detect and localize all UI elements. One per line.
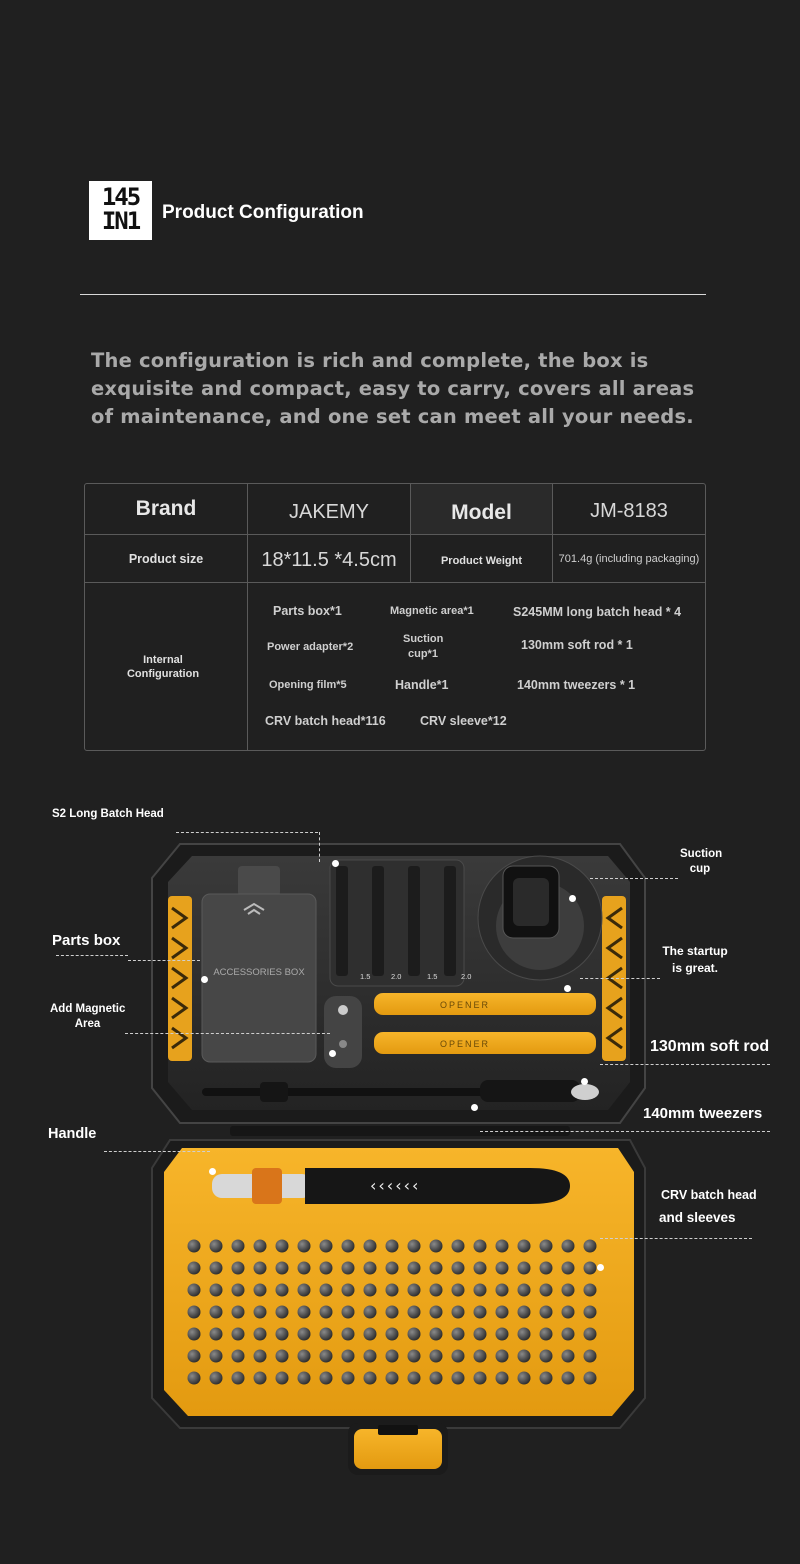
callout-handle: Handle (48, 1126, 97, 1142)
intro-text: The configuration is rich and complete, the box is exquisite and compact, easy to carry, covers all areas of maintenance, and one set can meet all your needs. (91, 349, 695, 428)
internal-config-label-line2: Configuration (126, 668, 200, 680)
bit-slot (386, 1240, 399, 1253)
weight-value: 701.4g (including packaging) (558, 552, 700, 565)
config-item: Parts box*1 (273, 604, 342, 618)
bit-slot (584, 1328, 597, 1341)
bit-slot (474, 1350, 487, 1363)
bit-slot (584, 1240, 597, 1253)
toolkit-illustration (140, 838, 660, 1478)
config-item: CRV sleeve*12 (420, 714, 507, 728)
callout-dot (201, 976, 208, 983)
bit-slot (320, 1372, 333, 1385)
bit-slot (474, 1240, 487, 1253)
callout-line (319, 832, 320, 862)
opener-text: OPENER (440, 1000, 491, 1010)
bit-slot (430, 1240, 443, 1253)
callout-dot (581, 1078, 588, 1085)
callout-suction-cup-line1: Suction (680, 848, 723, 860)
bit-slot (562, 1328, 575, 1341)
bit-slot (474, 1262, 487, 1275)
bit-slot (430, 1372, 443, 1385)
size-value: 18*11.5 *4.5cm (261, 549, 397, 571)
callout-crv-line2: and sleeves (659, 1210, 736, 1225)
bit-slot (364, 1240, 377, 1253)
bit-slot (386, 1306, 399, 1319)
bit-slot (232, 1350, 245, 1363)
bit-slot (298, 1240, 311, 1253)
bit-slot (342, 1240, 355, 1253)
bit-slot (188, 1372, 201, 1385)
bit-slot (540, 1306, 553, 1319)
callout-line (600, 1238, 752, 1239)
bit-slot (496, 1306, 509, 1319)
callout-dot (569, 895, 576, 902)
bit-slot (562, 1350, 575, 1363)
bit-slot (408, 1328, 421, 1341)
bit-slot (540, 1284, 553, 1297)
callout-dot (332, 860, 339, 867)
bit-slot (210, 1284, 223, 1297)
callout-line (480, 1131, 770, 1132)
bit-slot (320, 1306, 333, 1319)
bit-slot (298, 1262, 311, 1275)
bit-slot (408, 1240, 421, 1253)
bit-slot (518, 1306, 531, 1319)
bit-slot (408, 1372, 421, 1385)
callout-startup-line2: is great. (671, 961, 719, 975)
bit-slot (562, 1372, 575, 1385)
bit-slot (364, 1262, 377, 1275)
callout-line (56, 955, 128, 956)
bit-slot (188, 1306, 201, 1319)
bit-slot (342, 1328, 355, 1341)
bit-slot (342, 1350, 355, 1363)
parts-box-label: ACCESSORIES BOX (213, 967, 305, 978)
bit-slot (320, 1284, 333, 1297)
bit-slot (188, 1350, 201, 1363)
bit-slot (210, 1240, 223, 1253)
bit-slot (430, 1262, 443, 1275)
bit-slot (584, 1372, 597, 1385)
bit-slot (342, 1306, 355, 1319)
bit-slot (364, 1350, 377, 1363)
bit-slot (518, 1372, 531, 1385)
bit-slot (210, 1262, 223, 1275)
bit-slot (254, 1284, 267, 1297)
bit-slot (496, 1262, 509, 1275)
bit-slot (562, 1262, 575, 1275)
callout-dot (209, 1168, 216, 1175)
model-value: JM-8183 (590, 499, 668, 522)
bit-slot (496, 1328, 509, 1341)
bit-slot (518, 1350, 531, 1363)
callout-line (580, 978, 660, 979)
bit-slot (584, 1262, 597, 1275)
logo-line-2: IN1 (101, 207, 140, 235)
bit-slot (298, 1284, 311, 1297)
bit-slot (386, 1328, 399, 1341)
bit-slot (298, 1350, 311, 1363)
bit-size-label: 2.0 (461, 972, 472, 981)
bit-slot (210, 1350, 223, 1363)
bit-slot (342, 1262, 355, 1275)
bit-slot (232, 1240, 245, 1253)
bit-slot (518, 1240, 531, 1253)
bit-slot (562, 1240, 575, 1253)
bit-slot (408, 1284, 421, 1297)
bit-slot (584, 1306, 597, 1319)
callout-crv-line1: CRV batch head (661, 1188, 757, 1202)
long-bit-bay (330, 860, 464, 986)
bit-slot (364, 1372, 377, 1385)
bit-slot (254, 1306, 267, 1319)
suction-cup (478, 856, 602, 980)
bit-slot (540, 1262, 553, 1275)
bit-slot (430, 1284, 443, 1297)
bit-slot (496, 1284, 509, 1297)
callout-suction-cup (680, 848, 723, 875)
opener-text: OPENER (440, 1039, 491, 1049)
bit-slot (188, 1262, 201, 1275)
bit-slot (386, 1350, 399, 1363)
screwdriver-handle (212, 1168, 570, 1204)
bit-slot (276, 1306, 289, 1319)
bit-slot (320, 1328, 333, 1341)
bit-slot (540, 1328, 553, 1341)
bit-slot (452, 1372, 465, 1385)
bit-slot (254, 1350, 267, 1363)
model-label: Model (451, 501, 512, 524)
bit-slot (342, 1372, 355, 1385)
bit-slot (320, 1262, 333, 1275)
config-item: Opening film*5 (269, 679, 347, 691)
brand-logo (89, 181, 152, 240)
magnetic-area (324, 996, 362, 1068)
section-title: Product Configuration (162, 202, 364, 223)
brand-label: Brand (135, 497, 197, 520)
callout-startup (660, 944, 730, 975)
bit-slot (298, 1306, 311, 1319)
bit-size-label: 1.5 (427, 972, 438, 981)
bit-slot (276, 1350, 289, 1363)
logo-line-1: 145 (101, 183, 140, 211)
callout-dot (564, 985, 571, 992)
callout-magnetic-line1: Add Magnetic (50, 1003, 126, 1015)
bit-slot (232, 1328, 245, 1341)
callout-line (176, 832, 318, 833)
bit-slot (320, 1240, 333, 1253)
bit-slot (496, 1350, 509, 1363)
bit-slot (430, 1328, 443, 1341)
callout-startup-line1: The startup (662, 944, 728, 958)
bit-slot (452, 1350, 465, 1363)
callout-s2-long-batch-head: S2 Long Batch Head (52, 808, 164, 820)
callout-line (104, 1151, 210, 1152)
internal-config-label (85, 583, 241, 751)
bit-slot (254, 1372, 267, 1385)
bit-size-label: 1.5 (360, 972, 371, 981)
bit-slot (518, 1328, 531, 1341)
callout-dot (471, 1104, 478, 1111)
bit-slot (474, 1306, 487, 1319)
callout-suction-cup-line2: cup (689, 863, 711, 875)
bit-slot (518, 1284, 531, 1297)
config-item: Handle*1 (395, 678, 449, 692)
bit-slot (276, 1328, 289, 1341)
bit-slot (452, 1284, 465, 1297)
config-item: CRV batch head*116 (265, 714, 386, 728)
bit-slot (298, 1328, 311, 1341)
bit-slot (452, 1262, 465, 1275)
bit-slot (562, 1284, 575, 1297)
bit-slot (210, 1372, 223, 1385)
case-latch (348, 1423, 448, 1475)
bit-slot (276, 1284, 289, 1297)
bit-slot (540, 1240, 553, 1253)
config-item: Magnetic area*1 (390, 605, 474, 617)
bit-slot (364, 1328, 377, 1341)
bit-slot (276, 1372, 289, 1385)
internal-config-label-line1: Internal (143, 654, 183, 666)
divider (80, 294, 706, 295)
bit-slot (452, 1306, 465, 1319)
callout-magnetic-area (50, 1003, 125, 1030)
bit-slot (320, 1350, 333, 1363)
bit-slot (584, 1350, 597, 1363)
bit-slot (496, 1372, 509, 1385)
size-label: Product size (128, 551, 204, 566)
bit-slot (210, 1306, 223, 1319)
callout-dot (597, 1264, 604, 1271)
bit-slot (584, 1284, 597, 1297)
callout-line (590, 878, 678, 879)
spec-table (84, 483, 706, 751)
config-item: 130mm soft rod * 1 (521, 638, 633, 652)
bit-slot (474, 1372, 487, 1385)
weight-label: Product Weight (440, 554, 523, 567)
brand-value: JAKEMY (288, 500, 370, 523)
bit-slot (452, 1328, 465, 1341)
bit-slot (232, 1306, 245, 1319)
bit-slot (364, 1284, 377, 1297)
callout-soft-rod: 130mm soft rod (650, 1038, 770, 1055)
callout-dot (329, 1050, 336, 1057)
callout-parts-box: Parts box (52, 932, 121, 949)
bit-slot (452, 1240, 465, 1253)
bit-slot (276, 1240, 289, 1253)
bit-slot (474, 1328, 487, 1341)
bit-slot (496, 1240, 509, 1253)
bit-slot (188, 1284, 201, 1297)
bit-slot (188, 1240, 201, 1253)
bit-slot (408, 1350, 421, 1363)
bit-slot (540, 1372, 553, 1385)
bit-slot (408, 1262, 421, 1275)
bit-slot (188, 1328, 201, 1341)
config-item: Power adapter*2 (267, 641, 354, 653)
bit-slot (342, 1284, 355, 1297)
callout-tweezers: 140mm tweezers (643, 1105, 763, 1122)
callout-line (128, 960, 200, 961)
bit-slot (232, 1372, 245, 1385)
bit-slot (430, 1306, 443, 1319)
lid-grip-left (168, 896, 192, 1061)
bit-slot (210, 1328, 223, 1341)
bit-slot (364, 1306, 377, 1319)
callout-crv (661, 1188, 757, 1225)
bit-slot (474, 1284, 487, 1297)
bit-slot (232, 1262, 245, 1275)
bit-size-label: 2.0 (391, 972, 402, 981)
bit-slot (276, 1262, 289, 1275)
bit-slot (232, 1284, 245, 1297)
bit-slot (518, 1262, 531, 1275)
handle-chevrons: ‹‹‹‹‹‹ (370, 1176, 421, 1195)
config-item: 140mm tweezers * 1 (517, 678, 636, 692)
config-item: S245MM long batch head * 4 (513, 605, 682, 619)
bit-slot (386, 1262, 399, 1275)
bit-slot (386, 1284, 399, 1297)
bit-slot (408, 1306, 421, 1319)
bit-slot (254, 1328, 267, 1341)
bit-slot (562, 1306, 575, 1319)
callout-line (600, 1064, 770, 1065)
bit-slot (430, 1350, 443, 1363)
bit-slot (386, 1372, 399, 1385)
config-item: Suction (403, 633, 444, 645)
bit-slot (254, 1240, 267, 1253)
callout-magnetic-line2: Area (74, 1018, 101, 1030)
bit-slot (540, 1350, 553, 1363)
bit-slot (254, 1262, 267, 1275)
callout-line (125, 1033, 330, 1034)
config-item: cup*1 (408, 648, 438, 660)
bit-slot (298, 1372, 311, 1385)
